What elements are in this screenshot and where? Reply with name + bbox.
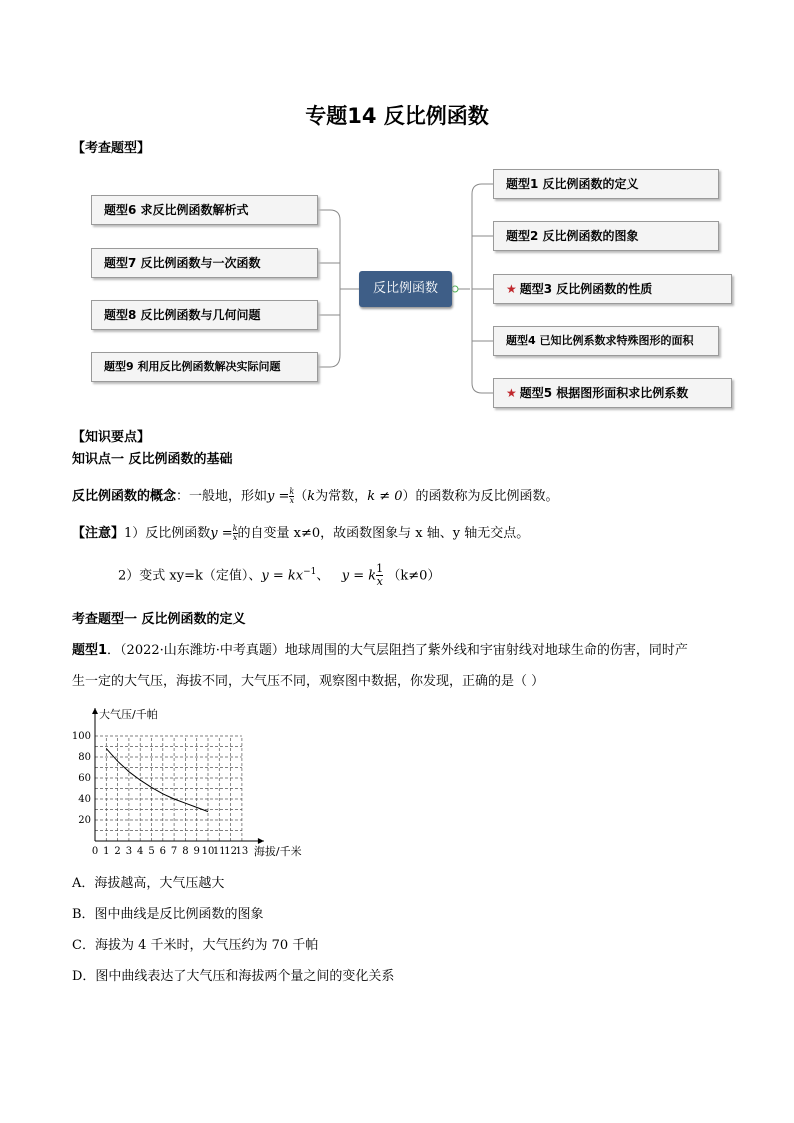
star-icon: ★ bbox=[506, 386, 517, 400]
x-tick-label: 2 bbox=[114, 846, 121, 857]
x-tick-label: 3 bbox=[125, 846, 133, 857]
x-axis-arrow bbox=[258, 838, 264, 844]
x-tick-label: 4 bbox=[137, 846, 144, 857]
y-tick-label: 80 bbox=[78, 752, 91, 763]
question-line-1: 题型1．（2022·山东潍坊·中考真题）地球周围的大气层阻挡了紫外线和宇宙射线对地球生命的伤害，同时产 bbox=[72, 643, 688, 658]
y-tick-label: 100 bbox=[71, 731, 91, 742]
pressure-altitude-chart bbox=[70, 698, 330, 863]
section-knowledge-heading: 【知识要点】 bbox=[72, 430, 151, 445]
left-bracket-line bbox=[318, 210, 340, 367]
mindmap-node-type4[interactable]: 题型4 已知比例系数求特殊图形的面积 bbox=[493, 326, 719, 356]
mindmap-center-node[interactable]: 反比例函数 bbox=[359, 271, 452, 307]
star-icon: ★ bbox=[506, 282, 517, 296]
mindmap-node-type9[interactable]: 题型9 利用反比例函数解决实际问题 bbox=[91, 352, 318, 382]
y-axis-arrow bbox=[92, 708, 98, 714]
note-line-2: 2）变式 xy=k（定值）、$y = kx^{-1}$、 y = k $\frac{1}{x}$ （k≠0） bbox=[118, 562, 441, 589]
note-line-1: 【注意】1）反比例函数y = $\frac{k}{x}$ 的自变量 x≠0，故函数图象与 x 轴、y 轴无交点。 bbox=[72, 524, 530, 542]
x-tick-label: 8 bbox=[182, 846, 189, 857]
section-types-heading: 【考查题型】 bbox=[72, 141, 151, 156]
option-a[interactable]: A．海拔越高，大气压越大 bbox=[72, 876, 225, 891]
y-tick-label: 20 bbox=[78, 815, 91, 826]
x-tick-label: 13 bbox=[235, 846, 249, 857]
mindmap-node-type3[interactable]: ★ 题型3 反比例函数的性质 bbox=[493, 274, 732, 304]
center-node-dot bbox=[452, 286, 458, 292]
x-axis-label: 海拔/千米 bbox=[253, 845, 302, 858]
x-tick-label: 0 bbox=[91, 846, 99, 857]
option-c[interactable]: C．海拔为 4 千米时，大气压约为 70 千帕 bbox=[72, 938, 319, 953]
page-title: 专题14 反比例函数 bbox=[305, 104, 489, 128]
y-axis-label: 大气压/千帕 bbox=[99, 708, 158, 721]
left-branch-lines bbox=[318, 263, 359, 315]
x-tick-label: 7 bbox=[170, 846, 178, 857]
type1-heading: 考查题型一 反比例函数的定义 bbox=[72, 612, 246, 627]
mindmap-node-type6[interactable]: 题型6 求反比例函数解析式 bbox=[91, 195, 318, 225]
x-tick-label: 1 bbox=[103, 846, 110, 857]
mindmap-node-type1[interactable]: 题型1 反比例函数的定义 bbox=[493, 169, 719, 199]
mindmap-node-type5[interactable]: ★ 题型5 根据图形面积求比例系数 bbox=[493, 378, 732, 408]
question-line-2: 生一定的大气压，海拔不同，大气压不同，观察图中数据，你发现，正确的是（ ） bbox=[72, 674, 545, 689]
x-tick-label: 12 bbox=[224, 846, 237, 857]
x-tick-label: 11 bbox=[212, 846, 226, 857]
mindmap-node-type7[interactable]: 题型7 反比例函数与一次函数 bbox=[91, 248, 318, 278]
concept-line: 反比例函数的概念：一般地，形如y = $\frac{k}{x}$ （k为常数，k ≠ 0）的函数称为反比例函数。 bbox=[72, 487, 559, 505]
option-d[interactable]: D．图中曲线表达了大气压和海拔两个量之间的变化关系 bbox=[72, 969, 395, 984]
x-tick-label: 6 bbox=[159, 846, 166, 857]
knowledge-point-1-title: 知识点一 反比例函数的基础 bbox=[72, 452, 233, 467]
y-tick-label: 60 bbox=[78, 773, 91, 784]
x-tick-label: 10 bbox=[201, 846, 215, 857]
mindmap-node-type8[interactable]: 题型8 反比例函数与几何问题 bbox=[91, 300, 318, 330]
right-branch-lines bbox=[472, 236, 493, 341]
x-tick-label: 5 bbox=[148, 846, 155, 857]
pressure-curve bbox=[106, 749, 208, 812]
mindmap-node-type2[interactable]: 题型2 反比例函数的图象 bbox=[493, 221, 719, 251]
x-tick-label: 9 bbox=[193, 846, 200, 857]
option-b[interactable]: B．图中曲线是反比例函数的图象 bbox=[72, 907, 264, 922]
y-tick-label: 40 bbox=[78, 794, 91, 805]
